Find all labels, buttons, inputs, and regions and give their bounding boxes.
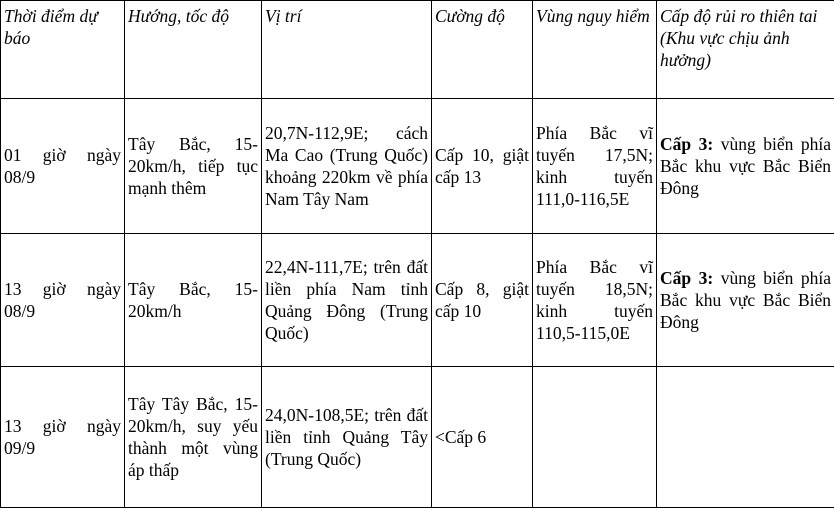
cell-time: 01 giờ ngày 08/9: [1, 99, 125, 234]
cell-risk: [657, 367, 834, 508]
cell-position: 20,7N-112,9E; cách Ma Cao (Trung Quốc) khoảng 220km về phía Nam Tây Nam: [262, 99, 432, 234]
header-time: Thời điểm dự báo: [1, 1, 125, 99]
cell-time: 13 giờ ngày 08/9: [1, 234, 125, 367]
cell-position: 24,0N-108,5E; trên đất liền tỉnh Quảng Tây (Trung Quốc): [262, 367, 432, 508]
cell-danger-zone: Phía Bắc vĩ tuyến 17,5N; kinh tuyến 111,0-116,5E: [533, 99, 657, 234]
cell-danger-zone: [533, 367, 657, 508]
header-danger-zone: Vùng nguy hiểm: [533, 1, 657, 99]
table-row: [1, 234, 834, 367]
cell-danger-zone: Phía Bắc vĩ tuyến 18,5N; kinh tuyến 110,5-115,0E: [533, 234, 657, 367]
table-row: [1, 367, 834, 508]
cell-intensity: Cấp 10, giật cấp 13: [432, 99, 533, 234]
cell-time: 13 giờ ngày 09/9: [1, 367, 125, 508]
cell-direction: Tây Bắc, 15-20km/h, tiếp tục mạnh thêm: [125, 99, 262, 234]
table-header-row: [1, 1, 834, 99]
table-row: [1, 99, 834, 234]
risk-area-text: vùng biển phía Bắc khu vực Bắc Biển Đông: [660, 134, 831, 198]
header-intensity: Cường độ: [432, 1, 533, 99]
header-position: Vị trí: [262, 1, 432, 99]
cell-direction: Tây Bắc, 15-20km/h: [125, 234, 262, 367]
cell-intensity: Cấp 8, giật cấp 10: [432, 234, 533, 367]
risk-level-label: Cấp 3:: [660, 268, 713, 288]
cell-risk: [657, 99, 834, 234]
risk-level-label: Cấp 3:: [660, 134, 713, 154]
risk-area-text: vùng biển phía Bắc khu vực Bắc Biển Đông: [660, 268, 831, 332]
header-direction: Hướng, tốc độ: [125, 1, 262, 99]
cell-direction: Tây Tây Bắc, 15-20km/h, suy yếu thành một vùng áp thấp: [125, 367, 262, 508]
cell-position: 22,4N-111,7E; trên đất liền phía Nam tỉnh Quảng Đông (Trung Quốc): [262, 234, 432, 367]
header-risk-level: Cấp độ rủi ro thiên tai (Khu vực chịu ảnh hưởng): [657, 1, 834, 99]
cell-risk: [657, 234, 834, 367]
cell-intensity: <Cấp 6: [432, 367, 533, 508]
